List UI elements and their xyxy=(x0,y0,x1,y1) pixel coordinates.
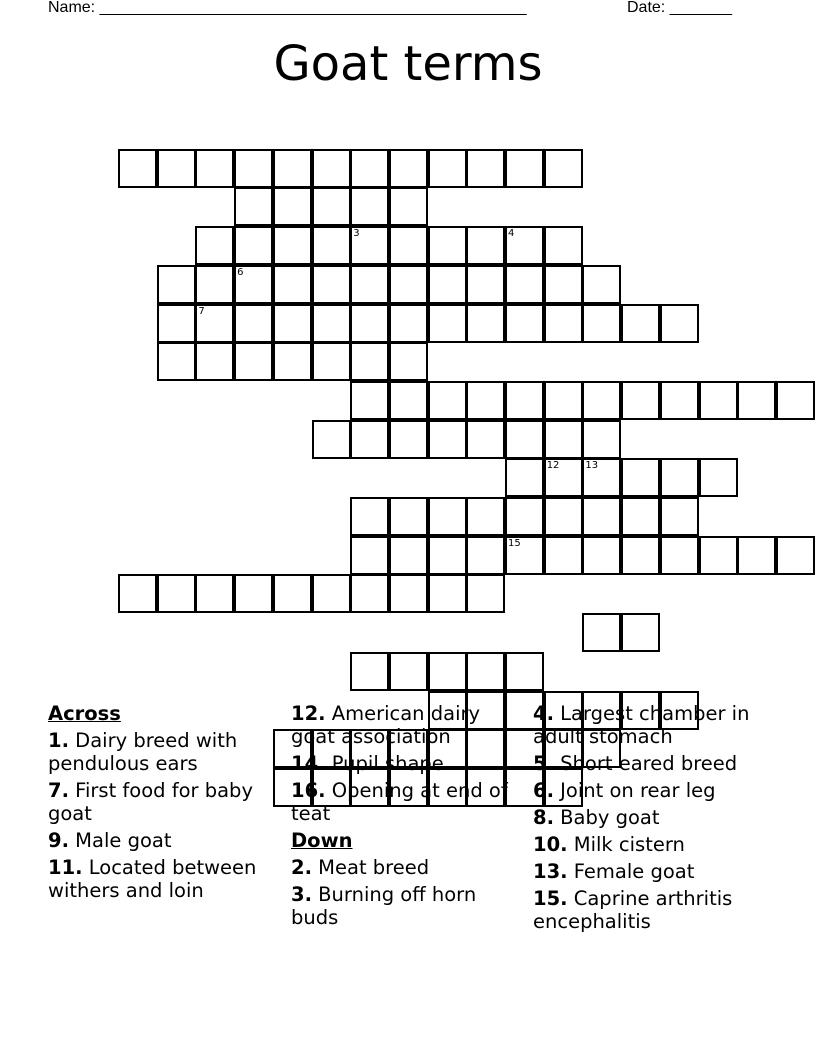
clue-item-number: 2. xyxy=(291,856,312,879)
crossword-cell[interactable] xyxy=(544,226,583,265)
crossword-cell[interactable] xyxy=(312,265,351,304)
crossword-cell[interactable] xyxy=(466,574,505,613)
crossword-cell[interactable] xyxy=(582,420,621,459)
clue-item-number: 10. xyxy=(533,833,568,856)
crossword-cell[interactable] xyxy=(273,265,312,304)
crossword-cell[interactable] xyxy=(505,420,544,459)
crossword-cell[interactable] xyxy=(544,149,583,188)
crossword-cell[interactable] xyxy=(428,652,467,691)
clue-item xyxy=(291,752,523,775)
crossword-cell[interactable] xyxy=(737,381,776,420)
crossword-cell[interactable] xyxy=(312,342,351,381)
crossword-cell[interactable] xyxy=(234,265,273,304)
crossword-cell[interactable] xyxy=(195,342,234,381)
crossword-cell[interactable] xyxy=(389,420,428,459)
crossword-cell[interactable] xyxy=(621,613,660,652)
clues-column-2 xyxy=(291,702,523,933)
crossword-cell[interactable] xyxy=(350,497,389,536)
across-heading: Across xyxy=(48,702,121,725)
clue-number: 13 xyxy=(585,460,599,472)
name-field-label: Name: ________________________________________________ xyxy=(48,0,527,16)
crossword-cell[interactable] xyxy=(312,420,351,459)
clues-column-3 xyxy=(533,702,773,937)
crossword-cell[interactable] xyxy=(660,536,699,575)
crossword-cell[interactable] xyxy=(660,304,699,343)
crossword-cell[interactable] xyxy=(350,420,389,459)
clue-item-text: Caprine arthritis encephalitis xyxy=(533,887,733,933)
crossword-cell[interactable] xyxy=(582,458,621,497)
crossword-cell[interactable] xyxy=(505,652,544,691)
crossword-cell[interactable] xyxy=(428,420,467,459)
clue-item-text: First food for baby goat xyxy=(48,779,253,825)
clue-item-text: Male goat xyxy=(68,829,172,852)
clue-item-text: Female goat xyxy=(567,860,695,883)
clue-item-text: American dairy goat association xyxy=(291,702,481,748)
clue-item-number: 5. xyxy=(533,752,554,775)
clue-item-number: 11. xyxy=(48,856,83,879)
crossword-cell[interactable] xyxy=(195,574,234,613)
clue-item xyxy=(48,779,278,825)
crossword-cell[interactable] xyxy=(350,149,389,188)
crossword-cell[interactable] xyxy=(273,574,312,613)
clue-number: 15 xyxy=(508,537,521,549)
crossword-cell[interactable] xyxy=(234,226,273,265)
crossword-cell[interactable] xyxy=(466,381,505,420)
crossword-cell[interactable] xyxy=(118,149,157,188)
clue-item-text: Meat breed xyxy=(311,856,430,879)
crossword-cell[interactable] xyxy=(621,536,660,575)
crossword-cell[interactable] xyxy=(466,226,505,265)
clue-item-text: Opening at end of teat xyxy=(291,779,508,825)
crossword-cell[interactable] xyxy=(505,304,544,343)
crossword-cell[interactable] xyxy=(389,226,428,265)
clue-item-text: Pupil shape xyxy=(325,752,444,775)
crossword-cell[interactable] xyxy=(389,574,428,613)
clue-number: 4 xyxy=(508,228,515,240)
clue-item xyxy=(533,806,773,829)
crossword-cell[interactable] xyxy=(389,652,428,691)
crossword-cell[interactable] xyxy=(699,536,738,575)
clue-item-number: 6. xyxy=(533,779,554,802)
crossword-cell[interactable] xyxy=(157,149,196,188)
crossword-cell[interactable] xyxy=(621,304,660,343)
crossword-cell[interactable] xyxy=(582,497,621,536)
crossword-cell[interactable] xyxy=(273,226,312,265)
crossword-cell[interactable] xyxy=(234,304,273,343)
crossword-cell[interactable] xyxy=(350,304,389,343)
crossword-cell[interactable] xyxy=(582,265,621,304)
crossword-cell[interactable] xyxy=(389,381,428,420)
crossword-cell[interactable] xyxy=(660,381,699,420)
clue-item xyxy=(291,883,523,929)
crossword-cell[interactable] xyxy=(466,420,505,459)
crossword-cell[interactable] xyxy=(582,381,621,420)
date-field-label: Date: _______ xyxy=(627,0,732,16)
clue-item-text: Joint on rear leg xyxy=(553,779,716,802)
crossword-cell[interactable] xyxy=(312,187,351,226)
crossword-cell[interactable] xyxy=(428,149,467,188)
crossword-cell[interactable] xyxy=(466,536,505,575)
crossword-cell[interactable] xyxy=(350,536,389,575)
clue-item xyxy=(291,702,523,748)
crossword-cell[interactable] xyxy=(234,187,273,226)
crossword-cell[interactable] xyxy=(582,613,621,652)
clue-item-number: 16. xyxy=(291,779,326,802)
clue-item-number: 3. xyxy=(291,883,312,906)
crossword-cell[interactable] xyxy=(428,265,467,304)
clue-item-text: Located between withers and loin xyxy=(48,856,257,902)
clue-number: 12 xyxy=(546,460,560,472)
crossword-cell[interactable] xyxy=(389,265,428,304)
crossword-cell[interactable] xyxy=(466,265,505,304)
down-heading: Down xyxy=(291,829,353,852)
crossword-cell[interactable] xyxy=(389,149,428,188)
crossword-cell[interactable] xyxy=(505,265,544,304)
clue-item-number: 4. xyxy=(533,702,554,725)
crossword-cell[interactable] xyxy=(505,381,544,420)
crossword-cell[interactable] xyxy=(776,536,815,575)
clue-item-text: Milk cistern xyxy=(567,833,685,856)
crossword-cell[interactable] xyxy=(118,574,157,613)
crossword-cell[interactable] xyxy=(776,381,815,420)
clue-item-number: 1. xyxy=(48,729,69,752)
crossword-cell[interactable] xyxy=(505,458,544,497)
crossword-cell[interactable] xyxy=(195,226,234,265)
crossword-cell[interactable] xyxy=(350,187,389,226)
crossword-cell[interactable] xyxy=(350,265,389,304)
crossword-cell[interactable] xyxy=(273,304,312,343)
crossword-cell[interactable] xyxy=(157,265,196,304)
crossword-cell[interactable] xyxy=(312,149,351,188)
crossword-cell[interactable] xyxy=(350,226,389,265)
clue-item xyxy=(533,779,773,802)
crossword-cell[interactable] xyxy=(660,497,699,536)
clue-item-text: Burning off horn buds xyxy=(291,883,477,929)
crossword-cell[interactable] xyxy=(466,304,505,343)
clue-item-text: Largest chamber in adult stomach xyxy=(533,702,750,748)
crossword-cell[interactable] xyxy=(273,342,312,381)
crossword-cell[interactable] xyxy=(737,536,776,575)
crossword-cell[interactable] xyxy=(428,497,467,536)
crossword-cell[interactable] xyxy=(428,226,467,265)
clue-item-text: Baby goat xyxy=(553,806,660,829)
crossword-cell[interactable] xyxy=(389,342,428,381)
crossword-cell[interactable] xyxy=(389,304,428,343)
crossword-cell[interactable] xyxy=(544,536,583,575)
crossword-cell[interactable] xyxy=(428,574,467,613)
crossword-cell[interactable] xyxy=(621,381,660,420)
crossword-cell[interactable] xyxy=(544,381,583,420)
crossword-cell[interactable] xyxy=(273,149,312,188)
clue-item-number: 15. xyxy=(533,887,568,910)
clue-item xyxy=(533,702,773,748)
crossword-cell[interactable] xyxy=(195,149,234,188)
crossword-cell[interactable] xyxy=(466,497,505,536)
crossword-cell[interactable] xyxy=(350,574,389,613)
crossword-cell[interactable] xyxy=(312,226,351,265)
crossword-cell[interactable] xyxy=(544,265,583,304)
crossword-cell[interactable] xyxy=(544,304,583,343)
crossword-cell[interactable] xyxy=(195,304,234,343)
clue-item-number: 12. xyxy=(291,702,326,725)
clue-item-text: Short eared breed xyxy=(553,752,738,775)
crossword-cell[interactable] xyxy=(466,652,505,691)
crossword-cell[interactable] xyxy=(195,265,234,304)
crossword-cell[interactable] xyxy=(505,497,544,536)
crossword-cell[interactable] xyxy=(350,342,389,381)
crossword-cell[interactable] xyxy=(544,497,583,536)
crossword-cell[interactable] xyxy=(312,304,351,343)
crossword-cell[interactable] xyxy=(389,536,428,575)
crossword-cell[interactable] xyxy=(544,458,583,497)
crossword-cell[interactable] xyxy=(428,536,467,575)
crossword-cell[interactable] xyxy=(660,458,699,497)
crossword-cell[interactable] xyxy=(157,342,196,381)
crossword-cell[interactable] xyxy=(157,574,196,613)
crossword-cell[interactable] xyxy=(350,652,389,691)
clue-number: 3 xyxy=(353,228,360,240)
clue-item-text: Dairy breed with pendulous ears xyxy=(48,729,238,775)
crossword-cell[interactable] xyxy=(273,187,312,226)
crossword-cell[interactable] xyxy=(505,536,544,575)
clue-item xyxy=(533,887,773,933)
crossword-cell[interactable] xyxy=(312,574,351,613)
clue-item-number: 9. xyxy=(48,829,69,852)
crossword-cell[interactable] xyxy=(466,149,505,188)
crossword-cell[interactable] xyxy=(389,187,428,226)
crossword-cell[interactable] xyxy=(428,381,467,420)
crossword-cell[interactable] xyxy=(544,420,583,459)
crossword-cell[interactable] xyxy=(582,304,621,343)
clue-item xyxy=(533,833,773,856)
clues-column-1 xyxy=(48,702,278,906)
clue-item-number: 7. xyxy=(48,779,69,802)
clue-item xyxy=(48,856,278,902)
crossword-cell[interactable] xyxy=(350,381,389,420)
clue-number: 6 xyxy=(237,266,244,278)
crossword-cell[interactable] xyxy=(389,497,428,536)
page-title: Goat terms xyxy=(273,36,543,92)
clue-item xyxy=(48,729,278,775)
clue-item xyxy=(48,829,278,852)
clue-item-number: 14. xyxy=(291,752,326,775)
crossword-cell[interactable] xyxy=(621,497,660,536)
crossword-cell[interactable] xyxy=(505,226,544,265)
clue-item xyxy=(533,860,773,883)
clue-number: 7 xyxy=(198,305,205,317)
clue-item xyxy=(533,752,773,775)
crossword-cell[interactable] xyxy=(621,458,660,497)
clue-item xyxy=(291,856,523,879)
crossword-cell[interactable] xyxy=(234,149,273,188)
crossword-cell[interactable] xyxy=(505,149,544,188)
crossword-cell[interactable] xyxy=(157,304,196,343)
clue-item xyxy=(291,779,523,825)
clue-item-number: 13. xyxy=(533,860,568,883)
crossword-cell[interactable] xyxy=(699,458,738,497)
crossword-cell[interactable] xyxy=(428,304,467,343)
crossword-cell[interactable] xyxy=(582,536,621,575)
crossword-cell[interactable] xyxy=(234,574,273,613)
crossword-cell[interactable] xyxy=(699,381,738,420)
crossword-cell[interactable] xyxy=(234,342,273,381)
clue-item-number: 8. xyxy=(533,806,554,829)
